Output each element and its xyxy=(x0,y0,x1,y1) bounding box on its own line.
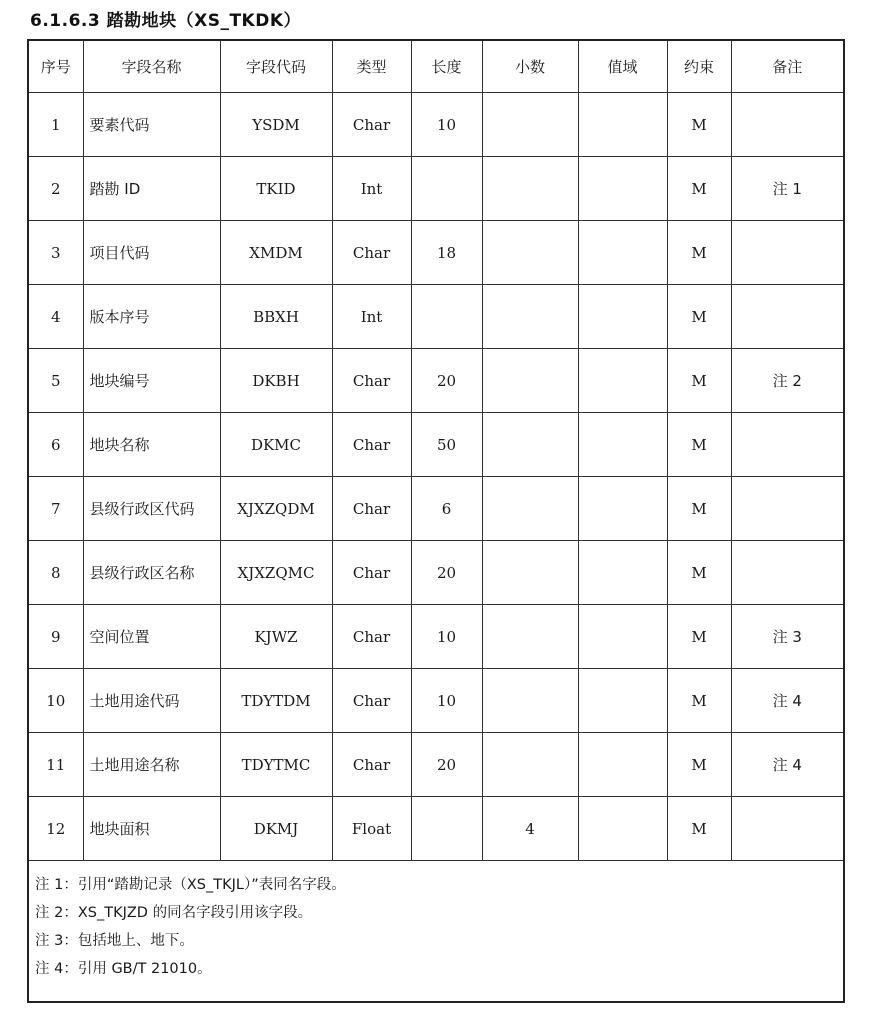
cell-remark: 注 3 xyxy=(731,605,844,669)
cell-decimal xyxy=(482,605,578,669)
cell-field-code: DKBH xyxy=(220,349,332,413)
cell-remark: 注 4 xyxy=(731,669,844,733)
cell-type: Char xyxy=(332,669,411,733)
cell-constraint: M xyxy=(667,285,731,349)
cell-domain xyxy=(578,285,667,349)
cell-field-name: 县级行政区名称 xyxy=(83,541,220,605)
table-row xyxy=(28,733,844,797)
cell-constraint: M xyxy=(667,669,731,733)
table-row xyxy=(28,477,844,541)
note-1: 注 1：引用“踏勘记录（XS_TKJL）”表同名字段。 xyxy=(35,877,346,893)
cell-length: 18 xyxy=(411,221,482,285)
cell-decimal xyxy=(482,477,578,541)
note-2: 注 2：XS_TKJZD 的同名字段引用该字段。 xyxy=(35,905,313,921)
header-no: 序号 xyxy=(28,40,83,93)
cell-constraint: M xyxy=(667,413,731,477)
header-field-code: 字段代码 xyxy=(220,40,332,93)
table-row xyxy=(28,221,844,285)
cell-decimal xyxy=(482,349,578,413)
table-row xyxy=(28,541,844,605)
cell-type: Char xyxy=(332,733,411,797)
cell-decimal xyxy=(482,669,578,733)
cell-no: 3 xyxy=(28,221,83,285)
cell-domain xyxy=(578,93,667,157)
header-type: 类型 xyxy=(332,40,411,93)
table-row xyxy=(28,285,844,349)
cell-length: 10 xyxy=(411,93,482,157)
cell-constraint: M xyxy=(667,797,731,861)
cell-decimal: 4 xyxy=(482,797,578,861)
note-4: 注 4：引用 GB/T 21010。 xyxy=(35,961,212,977)
cell-field-name: 空间位置 xyxy=(83,605,220,669)
cell-field-code: XJXZQDM xyxy=(220,477,332,541)
cell-no: 5 xyxy=(28,349,83,413)
header-decimal: 小数 xyxy=(482,40,578,93)
cell-constraint: M xyxy=(667,541,731,605)
cell-field-name: 地块编号 xyxy=(83,349,220,413)
cell-decimal xyxy=(482,541,578,605)
notes-row xyxy=(28,861,844,1003)
cell-field-code: DKMC xyxy=(220,413,332,477)
cell-field-name: 要素代码 xyxy=(83,93,220,157)
table-row xyxy=(28,413,844,477)
cell-field-name: 地块名称 xyxy=(83,413,220,477)
table-row xyxy=(28,605,844,669)
cell-field-name: 土地用途代码 xyxy=(83,669,220,733)
cell-no: 7 xyxy=(28,477,83,541)
cell-field-code: XMDM xyxy=(220,221,332,285)
cell-domain xyxy=(578,413,667,477)
cell-remark: 注 2 xyxy=(731,349,844,413)
cell-decimal xyxy=(482,157,578,221)
cell-no: 11 xyxy=(28,733,83,797)
cell-type: Int xyxy=(332,285,411,349)
cell-field-code: BBXH xyxy=(220,285,332,349)
table-row xyxy=(28,669,844,733)
cell-field-code: YSDM xyxy=(220,93,332,157)
cell-domain xyxy=(578,221,667,285)
cell-domain xyxy=(578,349,667,413)
cell-length: 20 xyxy=(411,349,482,413)
cell-length xyxy=(411,157,482,221)
cell-field-name: 踏勘 ID xyxy=(83,157,220,221)
header-remark: 备注 xyxy=(731,40,844,93)
header-length: 长度 xyxy=(411,40,482,93)
cell-field-code: KJWZ xyxy=(220,605,332,669)
cell-remark xyxy=(731,477,844,541)
cell-remark xyxy=(731,413,844,477)
cell-no: 9 xyxy=(28,605,83,669)
cell-no: 10 xyxy=(28,669,83,733)
cell-constraint: M xyxy=(667,93,731,157)
cell-remark: 注 4 xyxy=(731,733,844,797)
table-row xyxy=(28,93,844,157)
cell-type: Char xyxy=(332,541,411,605)
cell-type: Char xyxy=(332,413,411,477)
table-row xyxy=(28,797,844,861)
cell-length xyxy=(411,285,482,349)
section-title: 6.1.6.3 踏勘地块（XS_TKDK） xyxy=(30,11,302,31)
cell-type: Char xyxy=(332,605,411,669)
cell-type: Float xyxy=(332,797,411,861)
notes-cell xyxy=(28,861,844,1003)
cell-length: 10 xyxy=(411,605,482,669)
cell-field-code: DKMJ xyxy=(220,797,332,861)
cell-decimal xyxy=(482,413,578,477)
cell-length: 20 xyxy=(411,541,482,605)
table-header-row xyxy=(28,40,844,93)
cell-constraint: M xyxy=(667,733,731,797)
cell-domain xyxy=(578,157,667,221)
header-field-name: 字段名称 xyxy=(83,40,220,93)
cell-field-code: TDYTMC xyxy=(220,733,332,797)
cell-domain xyxy=(578,477,667,541)
cell-type: Char xyxy=(332,349,411,413)
cell-constraint: M xyxy=(667,157,731,221)
cell-field-code: TDYTDM xyxy=(220,669,332,733)
cell-no: 1 xyxy=(28,93,83,157)
note-3: 注 3：包括地上、地下。 xyxy=(35,933,194,949)
table-row xyxy=(28,157,844,221)
header-domain: 值域 xyxy=(578,40,667,93)
cell-field-code: XJXZQMC xyxy=(220,541,332,605)
cell-domain xyxy=(578,733,667,797)
cell-length: 10 xyxy=(411,669,482,733)
cell-no: 12 xyxy=(28,797,83,861)
cell-remark xyxy=(731,93,844,157)
cell-length: 6 xyxy=(411,477,482,541)
cell-field-name: 项目代码 xyxy=(83,221,220,285)
cell-remark xyxy=(731,221,844,285)
field-definition-table xyxy=(27,39,845,1003)
cell-type: Int xyxy=(332,157,411,221)
cell-type: Char xyxy=(332,477,411,541)
cell-decimal xyxy=(482,93,578,157)
cell-constraint: M xyxy=(667,349,731,413)
cell-decimal xyxy=(482,733,578,797)
cell-domain xyxy=(578,605,667,669)
cell-decimal xyxy=(482,285,578,349)
cell-domain xyxy=(578,797,667,861)
cell-decimal xyxy=(482,221,578,285)
cell-constraint: M xyxy=(667,221,731,285)
cell-length xyxy=(411,797,482,861)
cell-no: 8 xyxy=(28,541,83,605)
cell-length: 20 xyxy=(411,733,482,797)
cell-no: 6 xyxy=(28,413,83,477)
cell-field-name: 版本序号 xyxy=(83,285,220,349)
cell-field-name: 土地用途名称 xyxy=(83,733,220,797)
table-row xyxy=(28,349,844,413)
cell-remark xyxy=(731,285,844,349)
cell-remark xyxy=(731,541,844,605)
cell-remark: 注 1 xyxy=(731,157,844,221)
cell-length: 50 xyxy=(411,413,482,477)
cell-field-code: TKID xyxy=(220,157,332,221)
cell-type: Char xyxy=(332,93,411,157)
cell-constraint: M xyxy=(667,605,731,669)
cell-field-name: 地块面积 xyxy=(83,797,220,861)
header-constraint: 约束 xyxy=(667,40,731,93)
cell-domain xyxy=(578,669,667,733)
cell-no: 2 xyxy=(28,157,83,221)
cell-domain xyxy=(578,541,667,605)
cell-constraint: M xyxy=(667,477,731,541)
cell-no: 4 xyxy=(28,285,83,349)
cell-remark xyxy=(731,797,844,861)
cell-field-name: 县级行政区代码 xyxy=(83,477,220,541)
cell-type: Char xyxy=(332,221,411,285)
